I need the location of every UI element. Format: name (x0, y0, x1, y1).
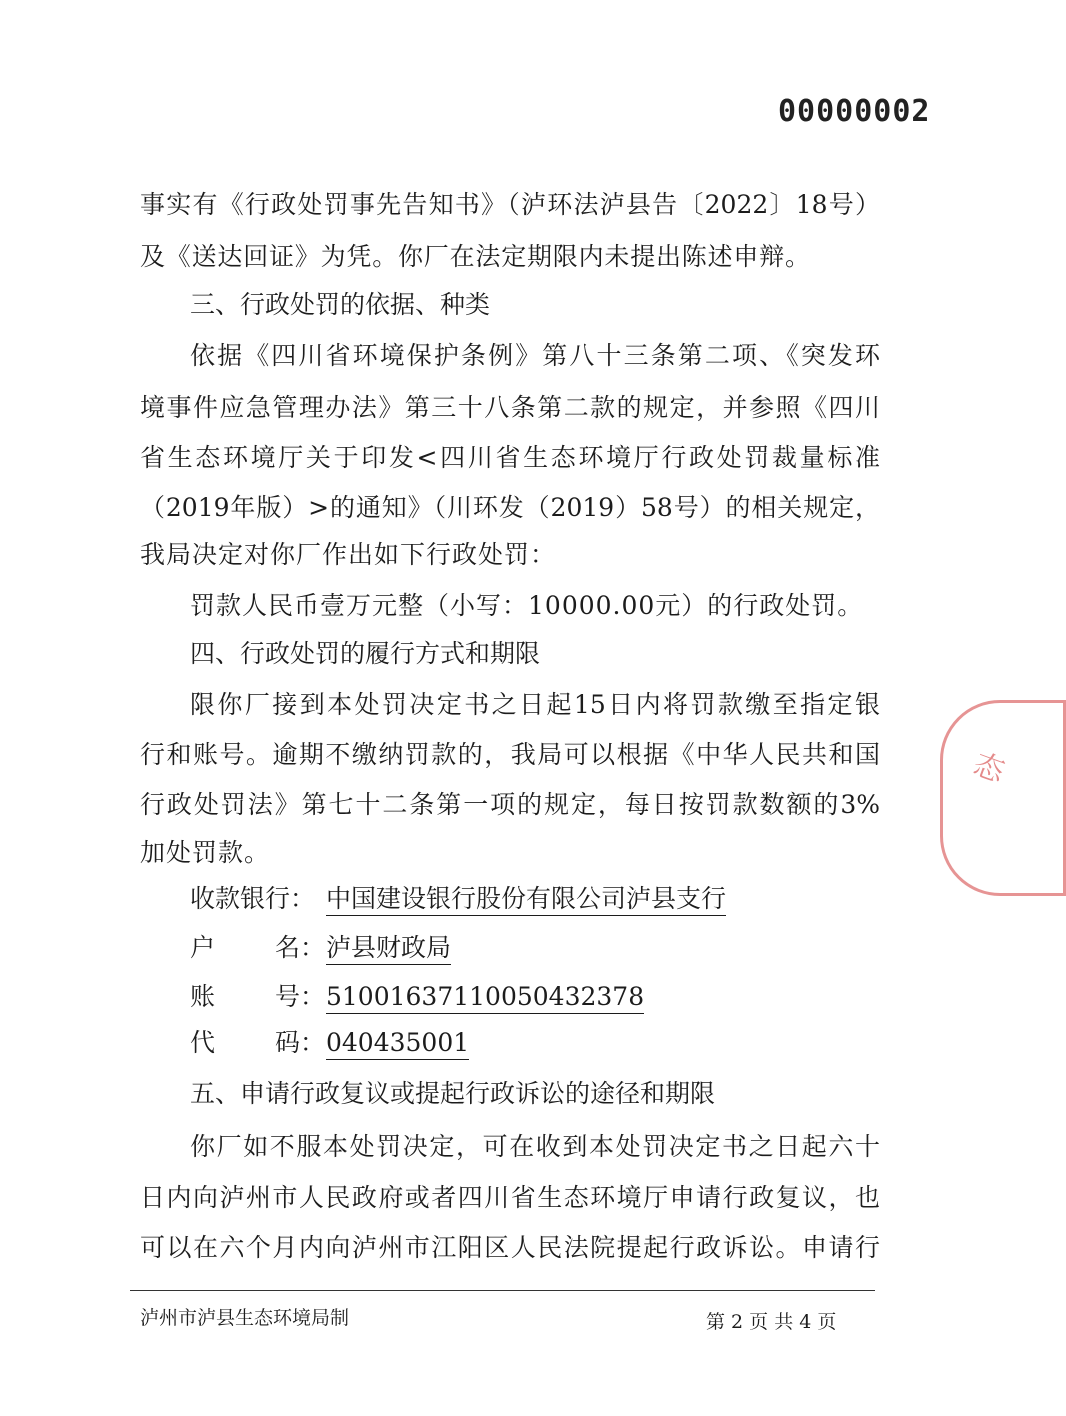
section-heading-4: 四、行政处罚的履行方式和期限 (190, 639, 541, 668)
bank-code-value: 040435001 (326, 1028, 469, 1060)
footer-issuer: 泸州市泸县生态环境局制 (140, 1307, 350, 1329)
payee-bank-label: 收款银行： (190, 884, 316, 913)
account-name-label-char: 户 (190, 933, 216, 962)
paragraph-line: 加处罚款。 (140, 838, 271, 867)
bank-code-row (190, 1028, 469, 1058)
payee-bank-value: 中国建设银行股份有限公司泸县支行 (326, 884, 726, 916)
account-number-label: 号： (275, 982, 326, 1011)
paragraph-line: 省生态环境厅关于印发<四川省生态环境厅行政处罚裁量标准 (140, 443, 880, 472)
footer-page-info: 第 2 页 共 4 页 (706, 1311, 837, 1333)
account-name-label: 名： (275, 933, 326, 962)
paragraph-line: 行政处罚法》第七十二条第一项的规定，每日按罚款数额的3% (140, 790, 880, 819)
account-number-row (190, 982, 644, 1012)
section-heading-5: 五、申请行政复议或提起行政诉讼的途径和期限 (190, 1079, 716, 1108)
footer-divider (130, 1290, 875, 1291)
paragraph-line: 可以在六个月内向泸州市江阳区人民法院提起行政诉讼。申请行 (140, 1233, 880, 1262)
paragraph-line: 你厂如不服本处罚决定，可在收到本处罚决定书之日起六十 (190, 1132, 880, 1161)
paragraph-line: 限你厂接到本处罚决定书之日起15日内将罚款缴至指定银 (190, 690, 880, 719)
paragraph-line: 我局决定对你厂作出如下行政处罚： (140, 540, 557, 569)
account-name-value: 泸县财政局 (326, 933, 451, 965)
section-heading-3: 三、行政处罚的依据、种类 (190, 290, 491, 319)
paragraph-line: 行和账号。逾期不缴纳罚款的，我局可以根据《中华人民共和国 (140, 740, 880, 769)
payee-bank-row (190, 884, 726, 914)
paragraph-line: 事实有《行政处罚事先告知书》（泸环法泸县告〔2022〕18号） (140, 190, 880, 219)
paragraph-line: 境事件应急管理办法》第三十八条第二款的规定，并参照《四川 (140, 393, 880, 422)
account-name-row (190, 933, 451, 963)
page-code: 00000002 (778, 94, 931, 129)
paragraph-line: 日内向泸州市人民政府或者四川省生态环境厅申请行政复议，也 (140, 1183, 880, 1212)
paragraph-line: （2019年版）>的通知》（川环发（2019）58号）的相关规定， (140, 493, 880, 522)
paragraph-line: 罚款人民币壹万元整（小写：10000.00元）的行政处罚。 (190, 591, 864, 620)
paragraph-line: 依据《四川省环境保护条例》第八十三条第二项、《突发环 (190, 341, 880, 370)
bank-code-label-char: 代 (190, 1028, 216, 1057)
account-number-value: 51001637110050432378 (326, 982, 644, 1014)
seal-glyph: 态 (968, 746, 1009, 790)
official-seal (940, 700, 1066, 896)
paragraph-line: 及《送达回证》为凭。你厂在法定期限内未提出陈述申辩。 (140, 242, 811, 271)
bank-code-label: 码： (275, 1028, 326, 1057)
account-number-label-char: 账 (190, 982, 216, 1011)
